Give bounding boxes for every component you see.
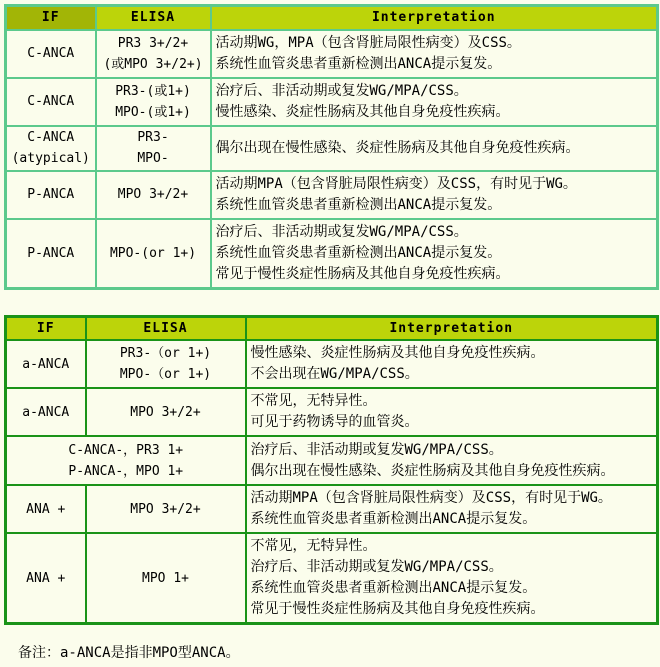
if-value: a-ANCA (22, 356, 70, 372)
header-if: IF (6, 6, 96, 30)
anca-table-2 (4, 315, 659, 626)
interpretation-cell (211, 30, 658, 78)
header-elisa: ELISA (96, 6, 211, 30)
anca-table-1 (4, 4, 659, 290)
interpretation-line: 偶尔出现在慢性感染、炎症性肠病及其他自身免疫性疾病。 (215, 139, 580, 156)
if-cell (6, 126, 96, 171)
table-row (6, 388, 658, 436)
interpretation-line: 系统性血管炎患者重新检测出ANCA提示复发。 (250, 580, 537, 596)
interpretation-line: 偶尔出现在慢性感染、炎症性肠病及其他自身免疫性疾病。 (250, 462, 615, 479)
elisa-line: MPO-(或1+) (115, 104, 191, 120)
if-cell (6, 485, 86, 533)
elisa-line: MPO-（or 1+) (119, 367, 212, 382)
table-row (6, 171, 658, 219)
elisa-line: PR3-（or 1+) (119, 346, 212, 361)
header-interpretation: Interpretation (246, 316, 658, 340)
if-cell (6, 388, 86, 436)
elisa-line: MPO 1+ (142, 570, 189, 586)
elisa-line: PR3-(或1+) (115, 83, 191, 99)
interpretation-line: 治疗后、非活动期或复发WG/MPA/CSS。 (215, 82, 468, 99)
table-row (6, 126, 658, 171)
header-elisa: ELISA (86, 316, 246, 340)
elisa-cell (96, 126, 211, 171)
if-cell (6, 219, 96, 289)
interpretation-cell (211, 219, 658, 289)
elisa-cell (96, 30, 211, 78)
if-value: P-ANCA (27, 245, 75, 261)
interpretation-line: 慢性感染、炎症性肠病及其他自身免疫性疾病。 (250, 345, 545, 361)
if-value: P-ANCA (27, 187, 75, 202)
interpretation-cell (211, 126, 658, 171)
if-elisa-merged-cell (6, 436, 246, 485)
interpretation-line: 活动期MPA（包含肾脏局限性病变）及CSS，有时见于WG。 (215, 175, 577, 192)
elisa-line: MPO 3+/2+ (130, 501, 201, 517)
elisa-line: PR3 3+/2+ (117, 35, 189, 51)
elisa-cell (96, 78, 211, 126)
interpretation-cell (246, 436, 658, 485)
table-row (6, 78, 658, 126)
header-interpretation: Interpretation (211, 6, 658, 30)
if-elisa-line: C-ANCA-，PR3 1+ (68, 442, 184, 458)
interpretation-line: 不常见，无特异性。 (250, 538, 377, 554)
elisa-cell (86, 388, 246, 436)
if-cell (6, 533, 86, 624)
interpretation-cell (246, 533, 658, 624)
if-value: ANA + (26, 570, 66, 586)
interpretation-line: 常见于慢性炎症性肠病及其他自身免疫性疾病。 (215, 265, 510, 282)
interpretation-cell (246, 340, 658, 388)
interpretation-line: 不会出现在WG/MPA/CSS。 (250, 366, 419, 382)
elisa-cell (86, 485, 246, 533)
if-value: a-ANCA (22, 404, 70, 420)
elisa-cell (96, 171, 211, 219)
if-cell (6, 340, 86, 388)
interpretation-line: 治疗后、非活动期或复发WG/MPA/CSS。 (250, 441, 503, 458)
elisa-line: (或MPO 3+/2+) (103, 56, 203, 72)
interpretation-line: 可见于药物诱导的血管炎。 (250, 414, 419, 430)
table-2-header-row (6, 316, 658, 340)
interpretation-cell (211, 78, 658, 126)
table-row (6, 485, 658, 533)
table-row (6, 340, 658, 388)
elisa-line: MPO-(or 1+) (109, 245, 197, 261)
interpretation-line: 活动期WG，MPA（包含肾脏局限性病变）及CSS。 (215, 34, 521, 51)
interpretation-line: 不常见，无特异性。 (250, 393, 377, 409)
footnote: 备注：a-ANCA是指非MPO型ANCA。 (18, 645, 240, 661)
elisa-line: MPO 3+/2+ (130, 404, 201, 420)
interpretation-line: 常见于慢性炎症性肠病及其他自身免疫性疾病。 (250, 601, 545, 617)
if-value: (atypical) (11, 151, 90, 166)
elisa-cell (86, 533, 246, 624)
if-value: C-ANCA (27, 94, 75, 109)
elisa-line: MPO- (137, 151, 169, 166)
interpretation-line: 治疗后、非活动期或复发WG/MPA/CSS。 (215, 223, 468, 240)
table-row (6, 30, 658, 78)
if-value: C-ANCA (27, 46, 75, 61)
interpretation-line: 活动期MPA（包含肾脏局限性病变）及CSS，有时见于WG。 (250, 490, 612, 506)
header-if: IF (6, 316, 86, 340)
interpretation-line: 系统性血管炎患者重新检测出ANCA提示复发。 (250, 511, 537, 527)
table-1-header-row (6, 6, 658, 30)
interpretation-line: 慢性感染、炎症性肠病及其他自身免疫性疾病。 (215, 103, 510, 120)
elisa-cell (86, 340, 246, 388)
interpretation-line: 治疗后、非活动期或复发WG/MPA/CSS。 (250, 559, 503, 575)
interpretation-line: 系统性血管炎患者重新检测出ANCA提示复发。 (215, 244, 502, 261)
if-value: C-ANCA (27, 130, 75, 145)
table-row (6, 436, 658, 485)
table-row (6, 533, 658, 624)
interpretation-line: 系统性血管炎患者重新检测出ANCA提示复发。 (215, 55, 502, 72)
interpretation-cell (246, 388, 658, 436)
if-cell (6, 78, 96, 126)
if-elisa-line: P-ANCA-，MPO 1+ (68, 463, 184, 479)
elisa-line: MPO 3+/2+ (117, 187, 189, 202)
if-value: ANA + (26, 501, 66, 517)
if-cell (6, 30, 96, 78)
if-cell (6, 171, 96, 219)
elisa-cell (96, 219, 211, 289)
table-row (6, 219, 658, 289)
interpretation-cell (246, 485, 658, 533)
interpretation-cell (211, 171, 658, 219)
interpretation-line: 系统性血管炎患者重新检测出ANCA提示复发。 (215, 196, 502, 213)
elisa-line: PR3- (137, 130, 169, 145)
